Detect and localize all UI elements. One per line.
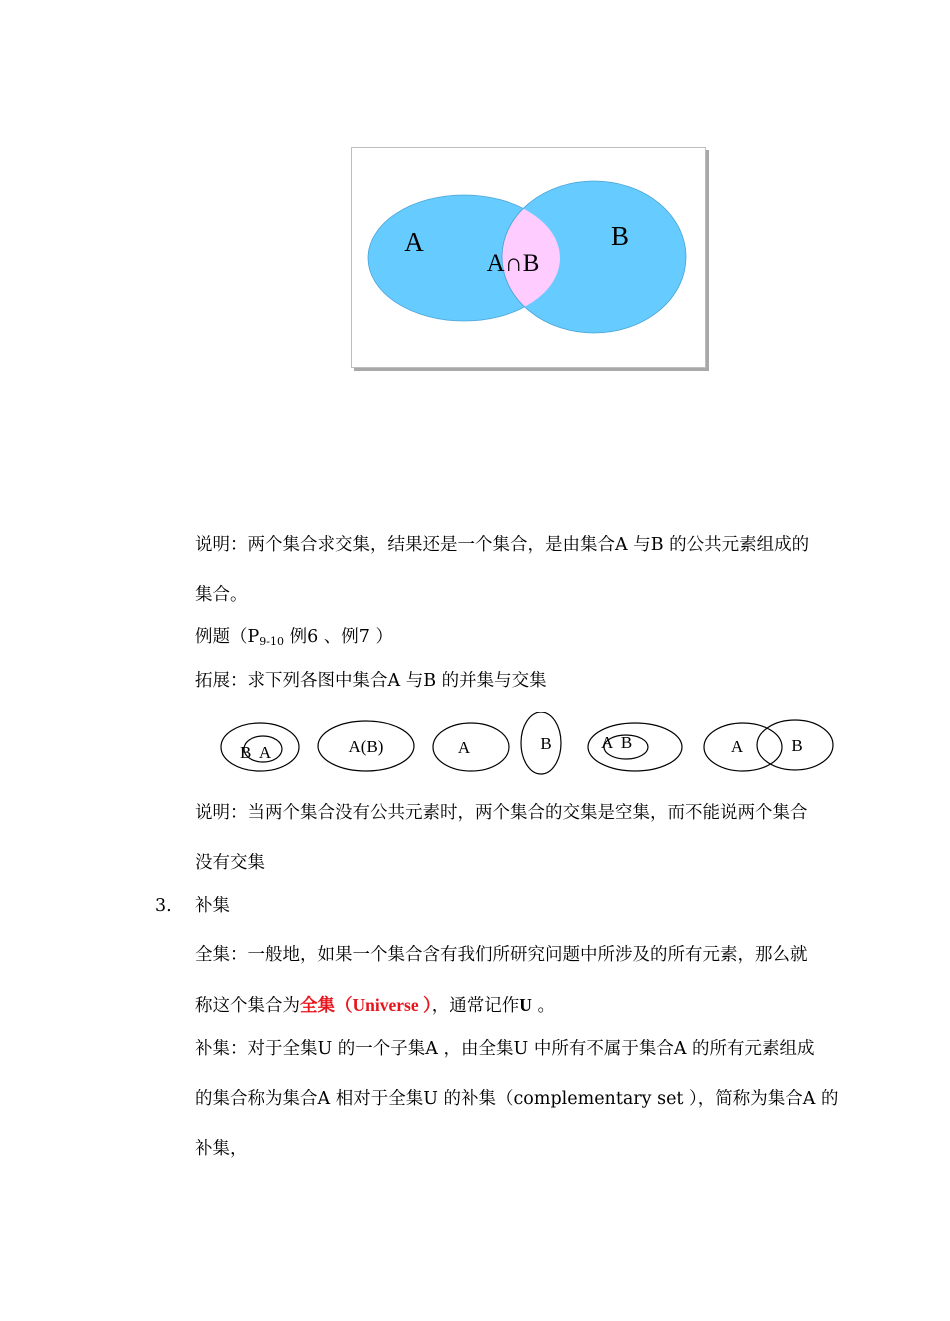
section-title: 补集 <box>195 896 230 916</box>
universe-text-a: 称这个集合为 <box>195 996 300 1016</box>
universe-text-c: 。 <box>531 996 555 1016</box>
complement-definition-line-3: 补集， <box>195 1139 248 1159</box>
diagram-3-label-a: A <box>457 738 471 757</box>
universe-definition-line-2 <box>195 992 875 1019</box>
set-relationship-diagrams <box>215 712 845 780</box>
complement-definition-line-2: 的集合称为集合A 相对于全集U 的补集（complementary set ），简称为集合A 的 <box>195 1089 839 1109</box>
example-line <box>195 624 875 655</box>
diagram-a-equals-b <box>318 721 414 771</box>
set-a-label: A <box>404 227 424 257</box>
explanation-1-line-1: 说明：两个集合求交集，结果还是一个集合，是由集合A 与B 的公共元素组成的 <box>195 535 810 555</box>
example-prefix: 例题（P <box>195 627 260 647</box>
example-page-sub: 9-10 <box>259 635 284 648</box>
extension-line: 拓展：求下列各图中集合A 与B 的并集与交集 <box>195 671 547 691</box>
venn-diagram <box>352 148 705 367</box>
diagram-5-label-b: B <box>791 736 803 755</box>
diagram-b-subset-a <box>221 723 299 771</box>
intersection-label: A∩B <box>486 250 540 277</box>
diagram-3-label-b: B <box>540 734 552 753</box>
explanation-2-line-2: 没有交集 <box>195 853 265 873</box>
universe-term: 全集（Universe ） <box>300 995 432 1015</box>
universe-definition-line-1: 全集：一般地，如果一个集合含有我们所研究问题中所涉及的所有元素，那么就 <box>195 945 808 965</box>
complement-definition-line-1: 补集：对于全集U 的一个子集A ，由全集U 中所有不属于集合A 的所有元素组成 <box>195 1039 815 1059</box>
explanation-1-line-2: 集合。 <box>195 585 248 605</box>
diagram-3-ellipse-a <box>433 723 509 771</box>
section-number: 3. <box>155 896 172 916</box>
set-b-label: B <box>610 221 630 251</box>
universe-symbol: U <box>519 995 532 1015</box>
diagram-4-labels: A B <box>601 733 633 752</box>
diagram-5-label-a: A <box>730 737 744 756</box>
diagram-1-labels: B A <box>240 743 272 762</box>
diagram-a-subset-b <box>588 723 682 771</box>
diagram-overlapping <box>704 720 833 771</box>
explanation-2-line-1: 说明：当两个集合没有公共元素时，两个集合的交集是空集，而不能说两个集合 <box>195 803 808 823</box>
venn-diagram-figure <box>351 147 706 368</box>
example-suffix: 例6 、例7 ） <box>284 627 393 647</box>
diagram-disjoint <box>433 712 561 774</box>
universe-text-b: ，通常记作 <box>431 996 520 1016</box>
diagram-2-label: A(B) <box>348 737 384 756</box>
